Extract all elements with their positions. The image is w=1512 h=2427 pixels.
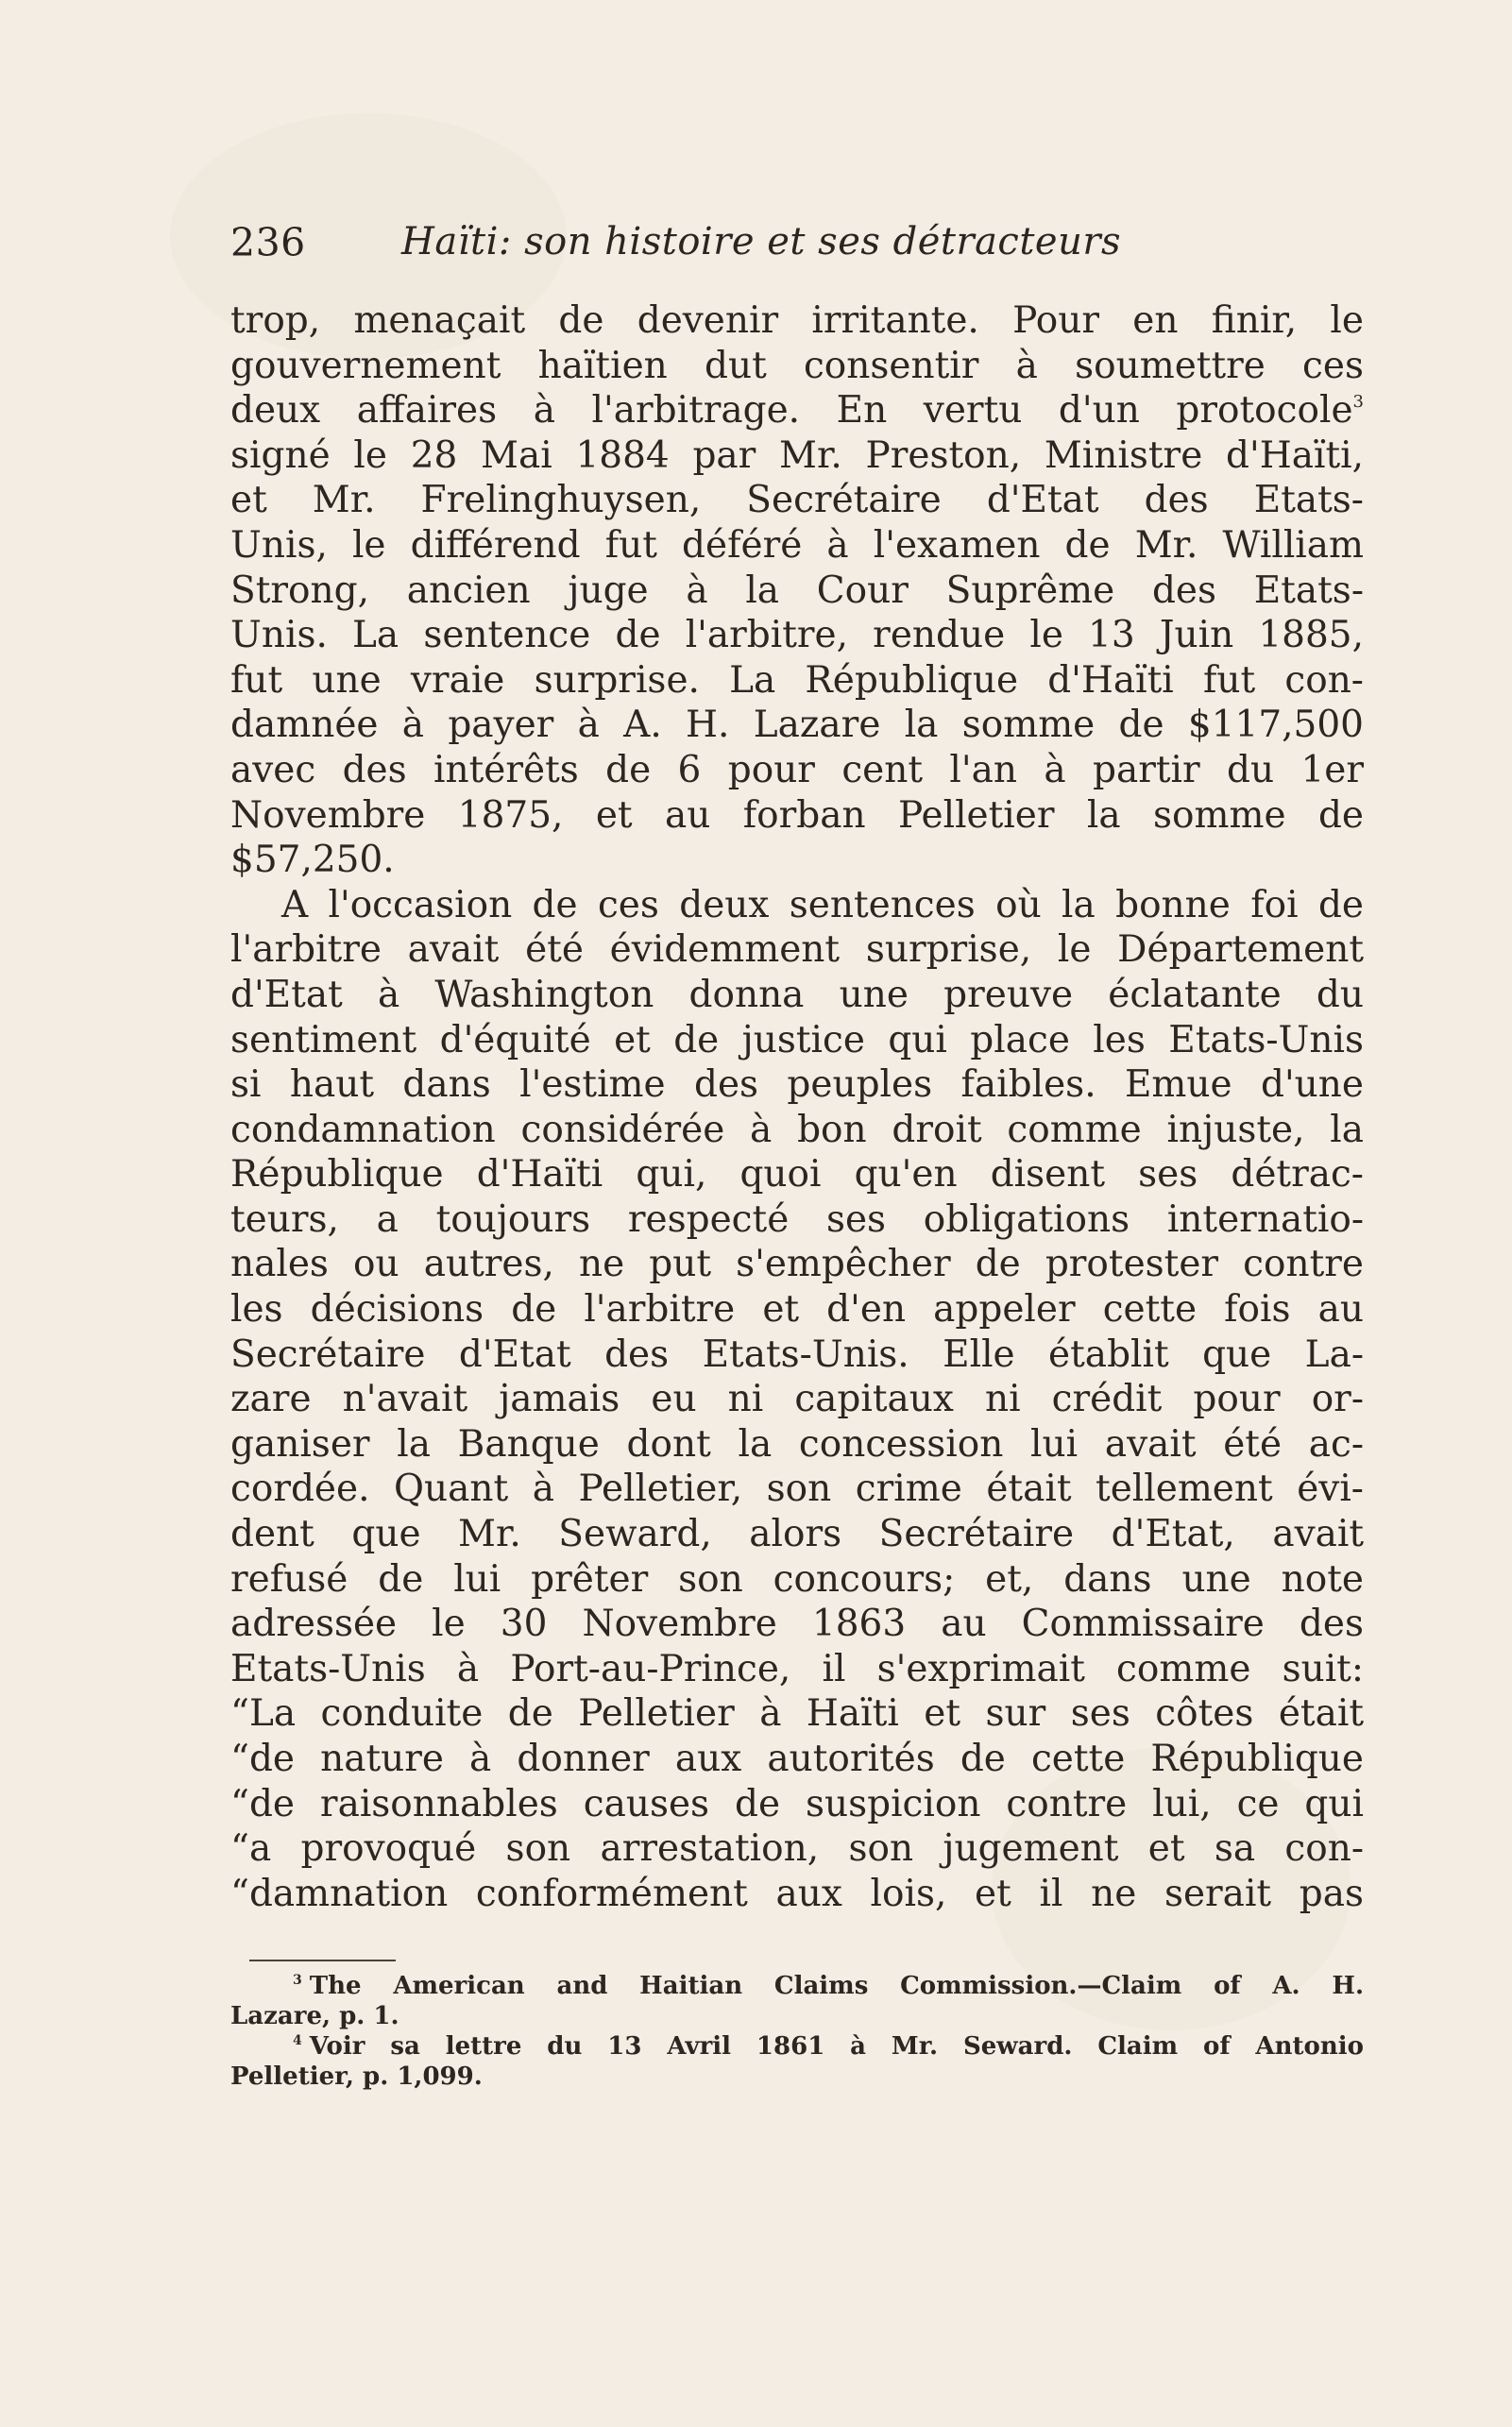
footnote-reference: 3 bbox=[1352, 392, 1364, 413]
text-line: zare n'avait jamais eu ni capitaux ni crédit pour or- bbox=[230, 1378, 1364, 1421]
footnote-mark: 4 bbox=[293, 2033, 302, 2048]
footnote-line: Lazare, p. 1. bbox=[230, 2002, 399, 2030]
text-line: d'Etat à Washington donna une preuve éclatante du bbox=[230, 973, 1364, 1016]
footnote-line bbox=[230, 2031, 1364, 2062]
text-line: damnée à payer à A. H. Lazare la somme de $117,500 bbox=[230, 704, 1364, 747]
text-line: Unis. La sentence de l'arbitre, rendue le 13 Juin 1885, bbox=[230, 614, 1364, 657]
text-line: fut une vraie surprise. La République d'Haïti fut con- bbox=[230, 658, 1364, 702]
text-line: Unis, le différend fut déféré à l'examen de Mr. William bbox=[230, 523, 1364, 567]
text-line: $57,250. bbox=[230, 839, 395, 882]
text-line: gouvernement haïtien dut consentir à soumettre ces bbox=[230, 344, 1364, 387]
text-line: sentiment d'équité et de justice qui place les Etats-Unis bbox=[230, 1018, 1364, 1061]
text-line: “a provoqué son arrestation, son jugement et sa con- bbox=[230, 1827, 1364, 1871]
text-line: et Mr. Frelinghuysen, Secrétaire d'Etat des Etats- bbox=[230, 479, 1364, 522]
text-line: adressée le 30 Novembre 1863 au Commissaire des bbox=[230, 1603, 1364, 1646]
text-line: avec des intérêts de 6 pour cent l'an à partir du 1er bbox=[230, 748, 1364, 791]
text-line: République d'Haïti qui, quoi qu'en disent ses détrac- bbox=[230, 1153, 1364, 1197]
running-title: Haïti: son histoire et ses détracteurs bbox=[401, 220, 1121, 263]
text-line: ganiser la Banque dont la concession lui avait été ac- bbox=[230, 1422, 1364, 1466]
text-line: “damnation conformément aux lois, et il ne serait pas bbox=[230, 1872, 1364, 1915]
text-line: l'arbitre avait été évidemment surprise, le Département bbox=[230, 928, 1364, 972]
footnote-text: Voir sa lettre du 13 Avril 1861 à Mr. Seward. Claim of Antonio bbox=[309, 2032, 1364, 2061]
text-line: refusé de lui prêter son concours; et, dans une note bbox=[230, 1557, 1364, 1601]
running-header bbox=[230, 212, 1364, 279]
body-text bbox=[230, 298, 1364, 1916]
text-line: Secrétaire d'Etat des Etats-Unis. Elle établit que La- bbox=[230, 1332, 1364, 1376]
text-line bbox=[230, 388, 1364, 433]
text-line: “de nature à donner aux autorités de cette République bbox=[230, 1738, 1364, 1780]
text-line: Novembre 1875, et au forban Pelletier la somme de bbox=[230, 793, 1364, 837]
text-line: condamnation considérée à bon droit comme injuste, la bbox=[230, 1108, 1364, 1151]
footnote-mark: 3 bbox=[293, 1973, 302, 1988]
page-number: 236 bbox=[230, 220, 306, 265]
text-line: trop, menaçait de devenir irritante. Pour en finir, le bbox=[230, 299, 1364, 342]
text-line: A l'occasion de ces deux sentences où la bonne foi de bbox=[281, 883, 1364, 926]
footnotes bbox=[230, 1971, 1364, 2092]
text-line: “La conduite de Pelletier à Haïti et sur ses côtes était bbox=[230, 1692, 1364, 1736]
footnote-rule bbox=[249, 1960, 396, 1961]
text-line: Strong, ancien juge à la Cour Suprême des Etats- bbox=[230, 569, 1364, 612]
text-line: les décisions de l'arbitre et d'en appeler cette fois au bbox=[230, 1288, 1364, 1332]
text-line: si haut dans l'estime des peuples faibles. Emue d'une bbox=[230, 1063, 1364, 1107]
footnote-line bbox=[230, 1971, 1364, 2001]
text-line-content: deux affaires à l'arbitrage. En vertu d'un protocole bbox=[230, 389, 1353, 433]
text-line: cordée. Quant à Pelletier, son crime était tellement évi- bbox=[230, 1468, 1364, 1511]
text-line: dent que Mr. Seward, alors Secrétaire d'Etat, avait bbox=[230, 1513, 1364, 1556]
footnote-text: The American and Haitian Claims Commission.—Claim of A. H. bbox=[309, 1972, 1364, 2000]
text-line: Etats-Unis à Port-au-Prince, il s'exprimait comme suit: bbox=[230, 1647, 1364, 1690]
text-line: teurs, a toujours respecté ses obligations internatio- bbox=[230, 1197, 1364, 1241]
text-line: signé le 28 Mai 1884 par Mr. Preston, Ministre d'Haïti, bbox=[230, 433, 1364, 477]
text-line: nales ou autres, ne put s'empêcher de protester contre bbox=[230, 1243, 1364, 1286]
text-line: “de raisonnables causes de suspicion contre lui, ce qui bbox=[230, 1782, 1364, 1825]
footnote-line: Pelletier, p. 1,099. bbox=[230, 2062, 483, 2091]
